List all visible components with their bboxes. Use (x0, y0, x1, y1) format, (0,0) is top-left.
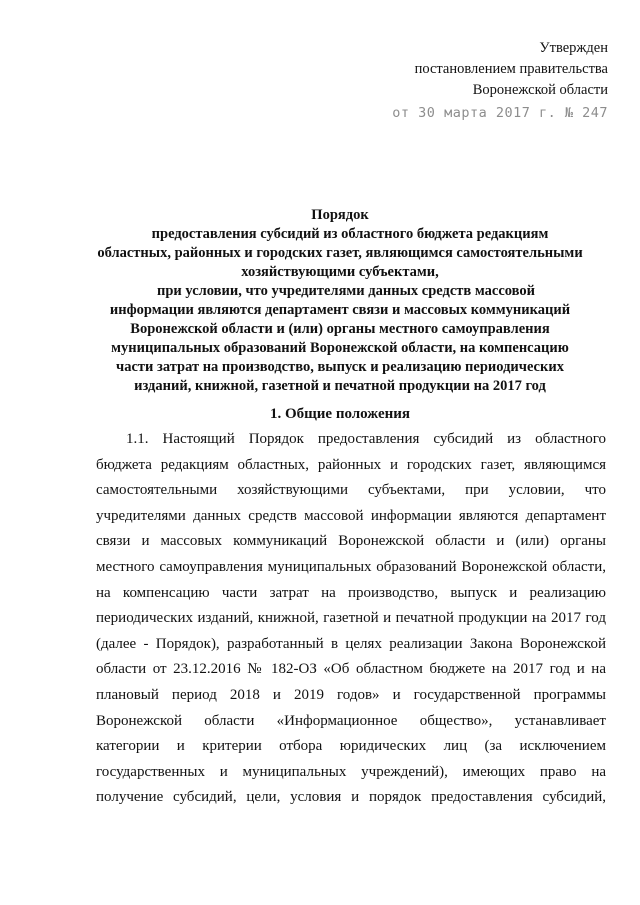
title-line: Воронежской области и (или) органы местного самоуправления (130, 321, 550, 337)
document-title (70, 206, 610, 396)
paragraph-line: (далее - Порядок), разработанный в целях реализации Закона Воронежской (96, 635, 606, 652)
paragraph-line: Воронежской области «Информационное общество», устанавливает (96, 712, 606, 729)
paragraph-line: плановый период 2018 и 2019 годов» и государственной программы (96, 686, 606, 703)
title-line: информации являются департамент связи и массовых коммуникаций (109, 302, 571, 318)
approval-line-approved: Утвержден (539, 40, 608, 56)
approval-line-region: Воронежской области (472, 82, 608, 98)
paragraph-line: получение субсидий, цели, условия и порядок предоставления субсидий, (96, 789, 606, 806)
paragraph-line: учредителями данных средств массовой информации являются департамент (96, 507, 606, 524)
title-line: предоставления субсидий из областного бюджета редакциям (151, 226, 549, 242)
section-heading: 1. Общие положения (269, 406, 411, 422)
paragraph-line: бюджета редакциям областных, районных и городских газет, являющимся (96, 456, 606, 473)
title-line: части затрат на производство, выпуск и реализацию периодических (116, 359, 564, 375)
title-line: муниципальных образований Воронежской области, на компенсацию (111, 340, 569, 356)
paragraph-line: периодических изданий, книжной, газетной и печатной продукции на 2017 год (96, 610, 606, 627)
approval-line-resolution: постановлением правительства (414, 61, 608, 77)
paragraph-line: самостоятельными хозяйствующими субъектами, при условии, что (96, 482, 606, 499)
title-line: изданий, книжной, газетной и печатной продукции на 2017 год (134, 378, 546, 394)
title-line: при условии, что учредителями данных средств массовой (157, 283, 535, 299)
approval-block (392, 38, 608, 124)
section-paragraph (96, 427, 606, 811)
title-heading: Порядок (311, 207, 369, 223)
paragraph-line: категории и критерии отбора юридических лиц (за исключением (96, 738, 606, 755)
title-line: областных, районных и городских газет, являющимся самостоятельными (97, 245, 583, 261)
paragraph-line: области от 23.12.2016 № 182-ОЗ «Об областном бюджете на 2017 год и на (96, 661, 606, 678)
paragraph-line: на компенсацию части затрат на производство, выпуск и реализацию (96, 584, 606, 601)
title-line: хозяйствующими субъектами, (241, 264, 439, 280)
paragraph-line: связи и массовых коммуникаций Воронежской области и (или) органы (96, 533, 606, 550)
paragraph-line: государственных и муниципальных учреждений), имеющих право на (96, 763, 606, 780)
paragraph-line: местного самоуправления муниципальных образований Воронежской области, (96, 558, 606, 575)
approval-date-stamp: от 30 марта 2017 г. № 247 (392, 105, 608, 121)
paragraph-line: 1.1. Настоящий Порядок предоставления субсидий из областного (126, 431, 606, 447)
